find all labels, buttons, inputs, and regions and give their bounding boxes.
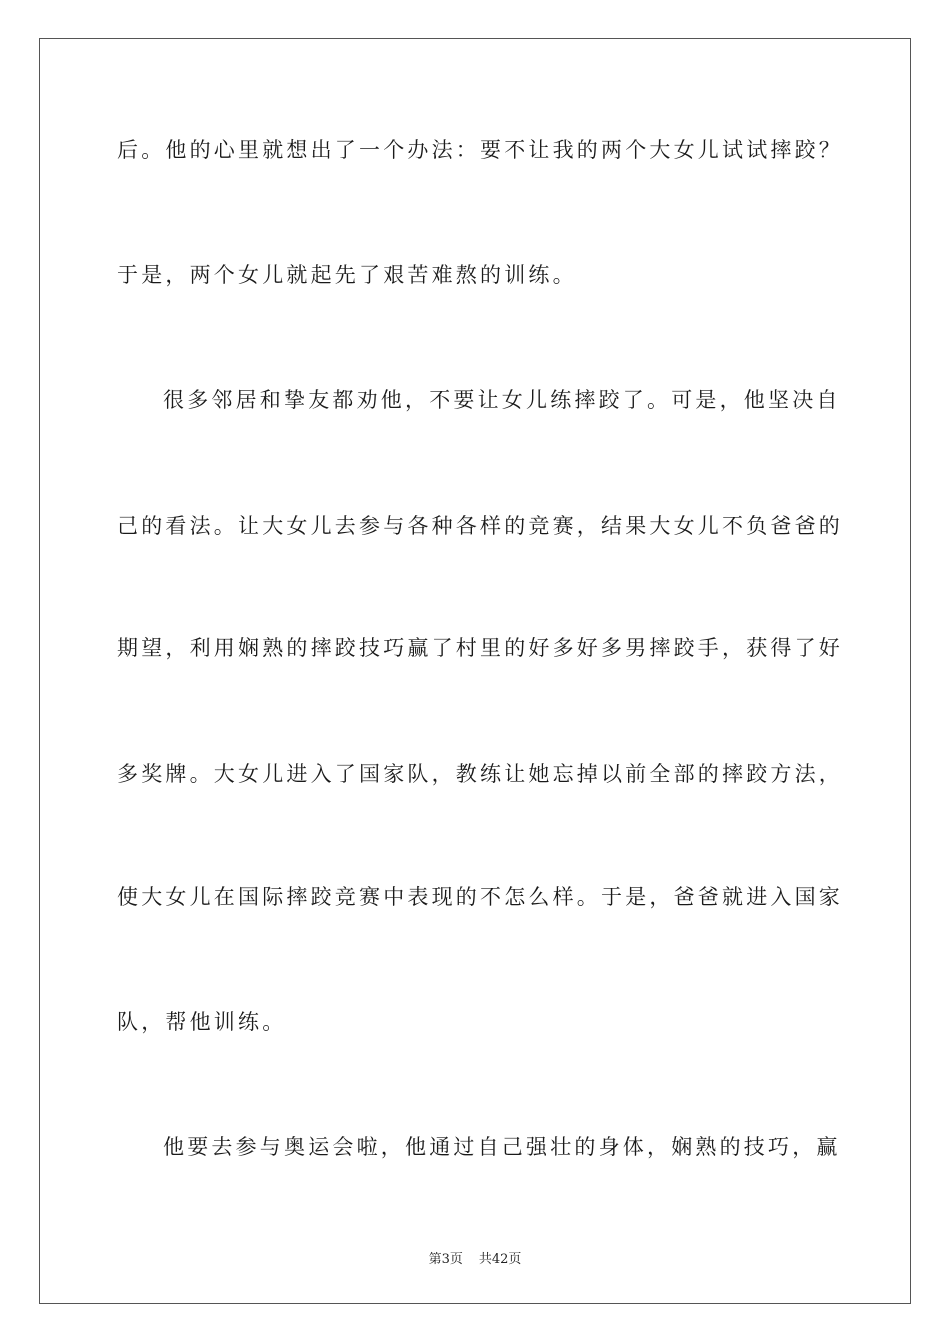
text-line-2: 于是，两个女儿就起先了艰苦难熬的训练。 [117, 263, 577, 287]
text-line-3: 很多邻居和挚友都劝他，不要让女儿练摔跤了。可是，他坚决自 [163, 388, 841, 412]
page-footer [0, 1248, 950, 1267]
text-line-7: 使大女儿在国际摔跤竞赛中表现的不怎么样。于是，爸爸就进入国家 [117, 885, 843, 909]
page-border [39, 38, 911, 1304]
page-number-current: 第3页 [428, 1252, 463, 1267]
text-line-1: 后。他的心里就想出了一个办法：要不让我的两个大女儿试试摔跤？ [117, 138, 843, 162]
text-line-9: 他要去参与奥运会啦，他通过自己强壮的身体，娴熟的技巧，赢 [163, 1135, 841, 1159]
text-line-4: 己的看法。让大女儿去参与各种各样的竞赛，结果大女儿不负爸爸的 [117, 514, 843, 538]
text-line-6: 多奖牌。大女儿进入了国家队，教练让她忘掉以前全部的摔跤方法， [117, 762, 843, 786]
text-line-8: 队，帮他训练。 [117, 1010, 287, 1034]
text-line-5: 期望，利用娴熟的摔跤技巧赢了村里的好多好多男摔跤手，获得了好 [117, 636, 843, 660]
page-number-total: 共42页 [478, 1252, 522, 1267]
